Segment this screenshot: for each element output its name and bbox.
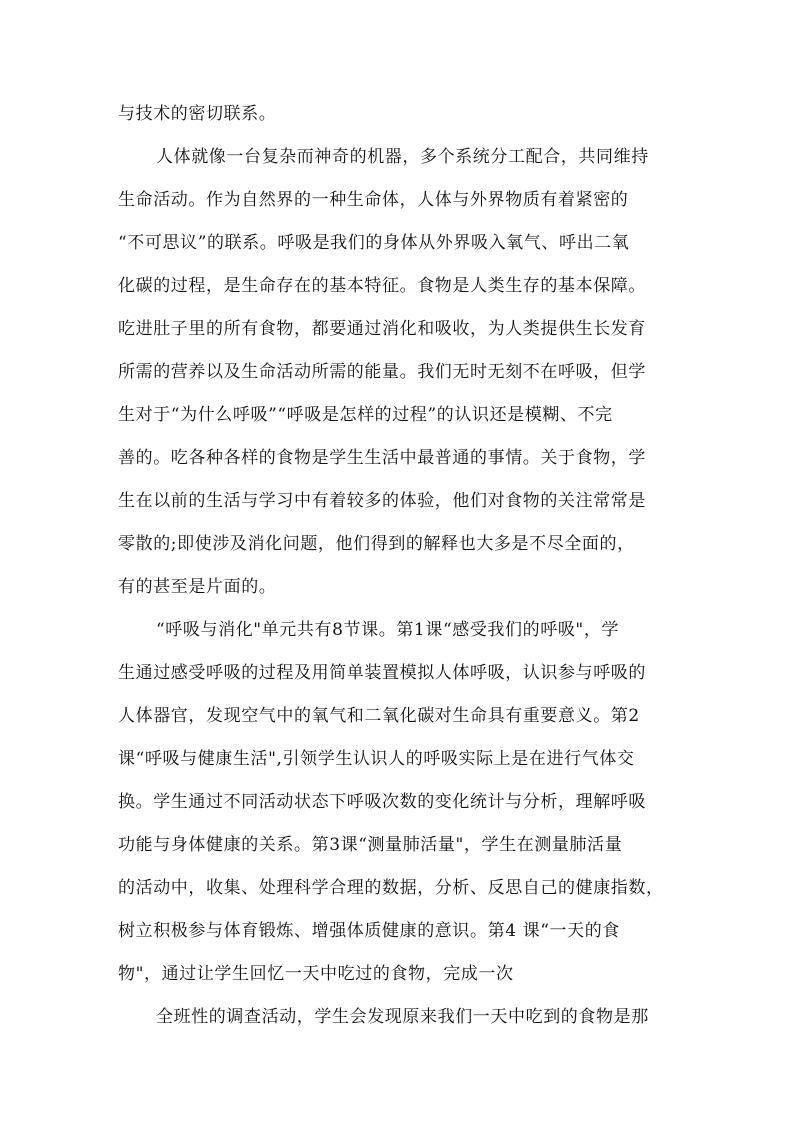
text-line: 全班性的调查活动，学生会发现原来我们一天中吃到的食物是那 [156, 1007, 649, 1027]
text-line: 课“呼吸与健康生活",引领学生认识人的呼吸实际上是在进行气体交 [118, 749, 635, 769]
text-line: 有的甚至是片面的。 [118, 577, 277, 597]
text-line: “呼吸与消化"单元共有8节课。第1课“感受我们的呼吸"，学 [156, 620, 620, 640]
text-line: 人体器官，发现空气中的氧气和二氧化碳对生命具有重要意义。第2 [118, 706, 640, 726]
text-line: 生在以前的生活与学习中有着较多的体验，他们对食物的关注常常是 [118, 491, 646, 511]
text-line: 生命活动。作为自然界的一种生命体，人体与外界物质有着紧密的 [118, 190, 629, 210]
text-line: 的活动中，收集、处理科学合理的数据，分析、反思自己的健康指数， [118, 878, 664, 898]
text-line: 物"，通过让学生回忆一天中吃过的食物，完成一次 [118, 964, 514, 984]
text-line: 与技术的密切联系。 [118, 104, 277, 124]
text-line: 善的。吃各种各样的食物是学生生活中最普通的事情。关于食物，学 [118, 448, 646, 468]
text-line: 所需的营养以及生命活动所需的能量。我们无时无刻不在呼吸，但学 [118, 362, 646, 382]
text-line: 生对于“为什么呼吸”“呼吸是怎样的过程”的认识还是模糊、不完 [118, 405, 613, 425]
text-line: 换。学生通过不同活动状态下呼吸次数的变化统计与分析，理解呼吸 [118, 792, 646, 812]
text-line: 化碳的过程，是生命存在的基本特征。食物是人类生存的基本保障。 [118, 276, 646, 296]
text-line: 树立积极参与体育锻炼、增强体质健康的意识。第4 课“一天的食 [118, 921, 620, 941]
text-line: 吃进肚子里的所有食物，都要通过消化和吸收，为人类提供生长发育 [118, 319, 646, 339]
text-line: “不可思议”的联系。呼吸是我们的身体从外界吸入氧气、呼出二氧 [118, 233, 630, 253]
text-line: 生通过感受呼吸的过程及用简单装置模拟人体呼吸，认识参与呼吸的 [118, 663, 646, 683]
text-line: 零散的;即使涉及消化问题，他们得到的解释也大多是不尽全面的， [118, 534, 635, 554]
text-line: 功能与身体健康的关系。第3课“测量肺活量"，学生在测量肺活量 [118, 835, 623, 855]
text-line: 人体就像一台复杂而神奇的机器，多个系统分工配合，共同维持 [156, 147, 649, 167]
